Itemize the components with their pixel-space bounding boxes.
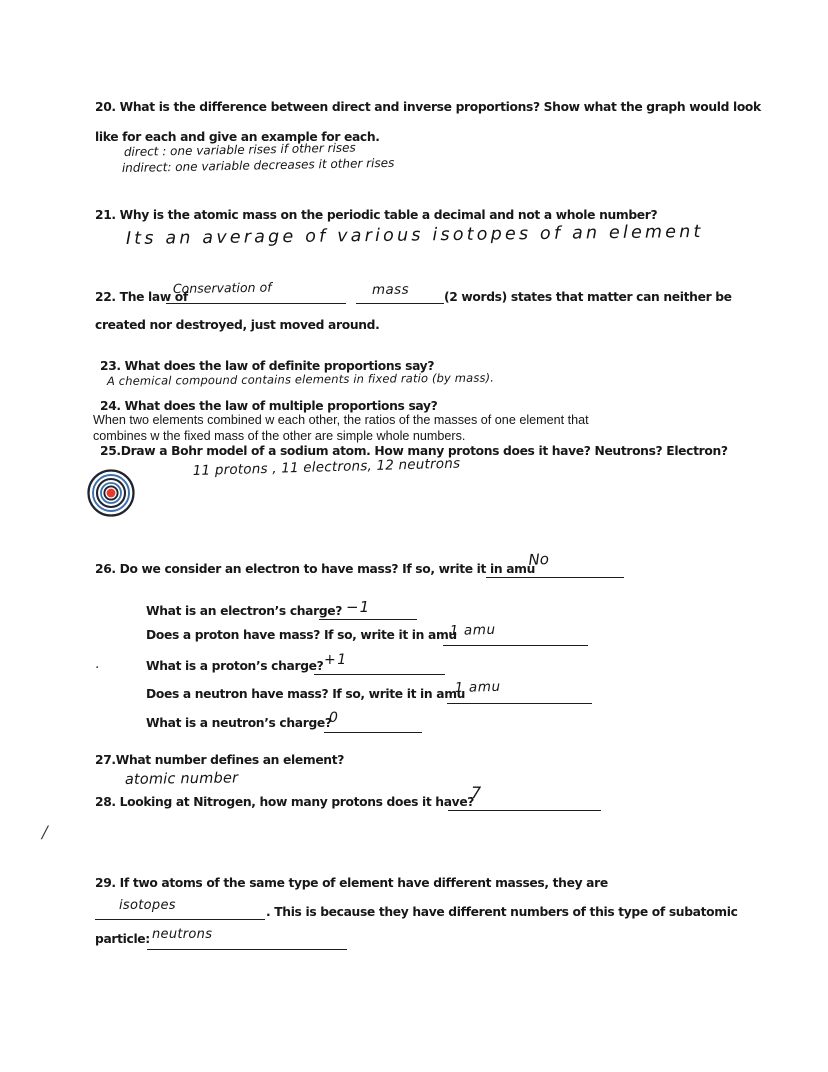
answer-23: A chemical compound contains elements in fixed ratio (by mass). [106,370,495,388]
blank-rule-29-1 [95,919,265,920]
answer-neutron-charge: 0 [329,710,338,726]
answer-22-blank-1: Conservation of [172,279,272,296]
answer-25: 11 protons , 11 electrons, 12 neutrons [192,455,461,479]
question-26-line-1: 26. Do we consider an electron to have mass? If so, write it in amu [95,562,536,576]
answer-proton-charge: +1 [324,652,348,668]
subquestion-neutron-mass-prompt: Does a neutron have mass? If so, write it in amu [146,687,466,701]
subquestion-electron-charge-prompt: What is an electron’s charge? [146,604,343,618]
answer-29-blank-1: isotopes [119,898,176,913]
blank-rule-22-1 [166,303,346,304]
answer-21: Its an average of various isotopes of an element [125,221,704,249]
answer-29-blank-2: neutrons [152,927,213,942]
blank-rule-neutron-mass [447,703,592,704]
stray-slash-left: / [42,823,48,843]
answer-electron-charge: −1 [346,598,371,616]
question-23-line-1: 23. What does the law of definite proportions say? [100,359,435,373]
answer-24-line-1: When two elements combined w each other, the ratios of the masses of one element that [93,413,589,427]
answer-24-line-2: combines w the fixed mass of the other are simple whole numbers. [93,429,466,443]
question-29-line-3-prefix: particle: [95,932,150,946]
question-20-line-1: 20. What is the difference between direct and inverse proportions? Show what the graph would look [95,100,761,114]
blank-rule-28 [448,810,601,811]
answer-neutron-mass: 1 amu [454,678,501,696]
answer-27: atomic number [124,770,239,788]
question-21-line-1: 21. Why is the atomic mass on the periodic table a decimal and not a whole number? [95,208,658,222]
blank-rule-proton-mass [443,645,588,646]
answer-28: 7 [471,783,482,802]
question-29-line-2-suffix: . This is because they have different numbers of this type of subatomic [266,905,738,919]
bohr-model-sodium-drawing [85,467,137,519]
answer-proton-mass: 1 amu [449,621,496,639]
question-22-prefix: 22. The law of [95,290,188,304]
answer-20-line-2: indirect: one variable decreases it other rises [121,155,395,175]
question-27-line-1: 27.What number defines an element? [95,753,345,767]
question-28-line-1: 28. Looking at Nitrogen, how many protons does it have? [95,795,475,809]
blank-rule-22-2 [356,303,444,304]
answer-22-blank-2: mass [371,281,410,298]
question-22-line-2: created nor destroyed, just moved around. [95,318,380,332]
answer-26: No [528,549,550,569]
question-29-line-1: 29. If two atoms of the same type of element have different masses, they are [95,876,608,890]
subquestion-neutron-charge-prompt: What is a neutron’s charge? [146,716,332,730]
question-24-line-1: 24. What does the law of multiple proportions say? [100,399,438,413]
subquestion-proton-mass-prompt: Does a proton have mass? If so, write it in amu [146,628,457,642]
blank-rule-26 [486,577,624,578]
blank-rule-neutron-charge [324,732,422,733]
question-20-line-2: like for each and give an example for each. [95,130,380,144]
question-22-suffix: (2 words) states that matter can neither be [444,290,732,304]
stray-dot-left: . [95,656,100,672]
subquestion-proton-charge-prompt: What is a proton’s charge? [146,659,324,673]
blank-rule-electron-charge [319,619,417,620]
answer-20-line-1: direct : one variable rises if other rises [123,140,356,159]
blank-rule-proton-charge [314,674,445,675]
blank-rule-29-2 [147,949,347,950]
question-25-line-1: 25.Draw a Bohr model of a sodium atom. How many protons does it have? Neutrons? Electron? [100,444,728,458]
